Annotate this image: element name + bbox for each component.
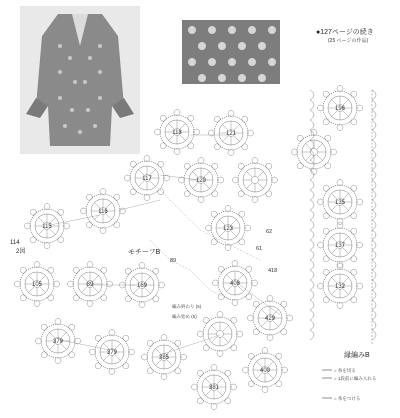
motif-label: モチーフB [128,249,161,256]
motif-number: 135 [334,200,346,206]
motif-number: 169 [136,283,148,289]
motif-number: 120 [195,178,207,184]
work-reference: (25 ページの作品) [328,38,369,44]
legend-attach: = 1段前に編み入れる [334,376,377,381]
motif-number: 196 [334,106,346,112]
motif-flower [198,312,243,357]
motif-number: 121 [225,131,237,137]
continued-text: 127ページの続き [320,29,374,36]
figure-label: 2図 [16,249,26,255]
bullet-icon: ● [316,29,321,36]
motif-number: 429 [264,316,276,322]
motif-number: 379 [106,350,118,356]
count-label: 61 [256,246,263,252]
motif-number: 132 [334,284,346,290]
motif-number: 408 [229,281,241,287]
motif-number: 117 [142,176,152,182]
motif-number: 89 [86,282,94,288]
count-label: 62 [266,229,273,235]
motif-number: 118 [172,130,182,136]
motif-flowers [15,86,363,410]
legend-cut: = 糸を切る [334,368,356,373]
legend-join: = 糸をつける [334,396,361,401]
motif-number: 116 [98,209,108,215]
motif-number: 115 [42,224,52,230]
motif-number: 105 [31,282,43,288]
note-finish: 編み終わり (5) [172,304,202,309]
motif-number: 379 [52,339,64,345]
count-label: 89 [170,258,177,264]
legend [322,367,376,402]
motif-number: 385 [158,355,170,361]
motif-flower [233,158,278,203]
edging-label: 縁編みB [344,352,370,359]
motif-number: 123 [222,226,234,232]
page-number: 114 [10,240,20,246]
motif-number: 400 [259,368,271,374]
note-start: 編み始め (5) [172,314,197,319]
motif-number: 137 [334,243,346,249]
motif-number: 381 [208,385,220,391]
count-label: 418 [268,268,278,274]
